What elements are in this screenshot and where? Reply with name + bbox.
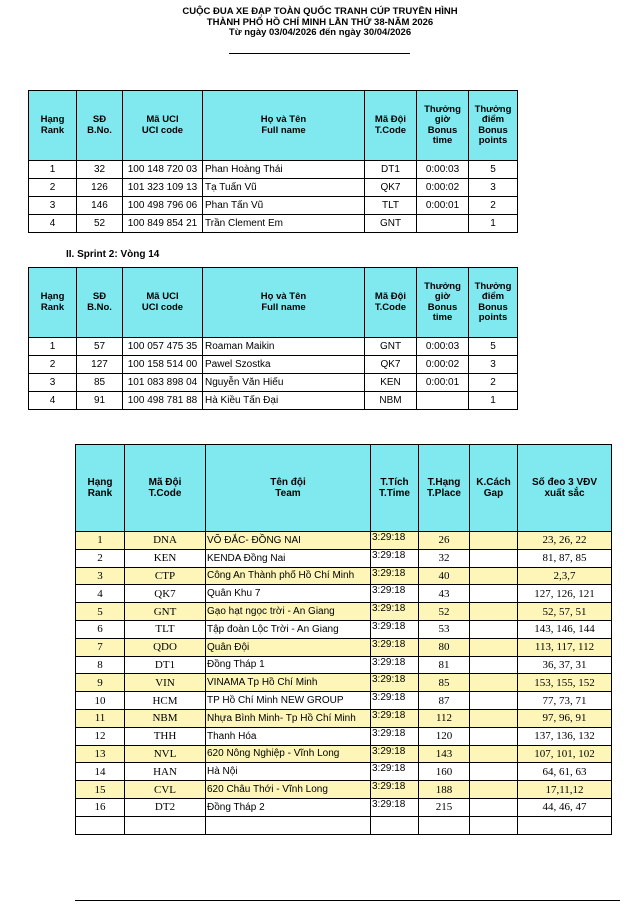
team-row (76, 798, 612, 816)
cell-tcode: GNT (365, 338, 417, 356)
cell-bno: 127 (77, 356, 123, 374)
team-row (76, 585, 612, 603)
cell-team: Công An Thành phố Hồ Chí Minh (206, 567, 371, 585)
cell-tcode: TLT (125, 620, 206, 638)
cell-rank: 1 (76, 532, 125, 550)
cell-team: 620 Nông Nghiệp - Vĩnh Long (206, 745, 371, 763)
cell-tcode: DNA (125, 532, 206, 550)
cell-gap (470, 781, 518, 799)
cell-best: 97, 96, 91 (518, 709, 612, 727)
team-body (76, 532, 612, 835)
header-rank (76, 445, 125, 532)
cell-tplace: 32 (419, 549, 470, 567)
cell-team: Nhựa Bình Minh- Tp Hồ Chí Minh (206, 709, 371, 727)
cell-ttime: 3:29:18 (371, 532, 419, 550)
header-gap (470, 445, 518, 532)
cell-tcode: TLT (365, 197, 417, 215)
header-line: Tên đội (270, 477, 306, 488)
cell-rank: 13 (76, 745, 125, 763)
cell-tplace: 188 (419, 781, 470, 799)
header-line: giờ (434, 291, 451, 302)
header-line: Rank (40, 124, 65, 136)
cell-best: 113, 117, 112 (518, 638, 612, 656)
cell-uci: 100 057 475 35 (123, 338, 203, 356)
cell-team: VINAMA Tp Hồ Chí Minh (206, 674, 371, 692)
header-bno (77, 268, 123, 338)
cell-rank: 5 (76, 603, 125, 621)
cell-gap (470, 585, 518, 603)
header-line: Bonus (478, 124, 508, 136)
cell-tcode: DT2 (125, 798, 206, 816)
header-line: Mã Đội (374, 291, 407, 302)
cell-bno: 32 (77, 161, 123, 179)
header-line: time (432, 135, 453, 146)
cell-btime: 0:00:03 (417, 161, 469, 179)
header-line: T.Place (427, 488, 461, 499)
team-table (75, 444, 612, 835)
cell-tcode: DT1 (125, 656, 206, 674)
cell-rank: 14 (76, 763, 125, 781)
header-line: Gap (483, 488, 504, 499)
cell-name: Phan Tấn Vũ (203, 197, 365, 215)
cell-team: KENDA Đồng Nai (206, 549, 371, 567)
empty-cell (518, 816, 612, 834)
cell-team: Quân Khu 7 (206, 585, 371, 603)
header-tcode (125, 445, 206, 532)
cell-btime: 0:00:02 (417, 179, 469, 197)
cell-rank: 2 (76, 549, 125, 567)
empty-cell (76, 816, 125, 834)
cell-bpoints: 2 (469, 374, 518, 392)
header-line: Full name (261, 301, 306, 313)
empty-cell (371, 816, 419, 834)
cell-ttime: 3:29:18 (371, 709, 419, 727)
cell-tcode: HCM (125, 692, 206, 710)
header-team (206, 445, 371, 532)
cell-btime: 0:00:01 (417, 374, 469, 392)
team-row (76, 549, 612, 567)
cell-uci: 101 083 898 04 (123, 374, 203, 392)
header-line: T.Hạng (427, 477, 461, 488)
cell-tcode: NBM (125, 709, 206, 727)
header-bpoints (469, 268, 518, 338)
cell-bpoints: 1 (469, 392, 518, 410)
team-row (76, 692, 612, 710)
cell-tplace: 143 (419, 745, 470, 763)
team-row (76, 656, 612, 674)
header-line: Hạng (40, 291, 65, 302)
team-row (76, 709, 612, 727)
cell-gap (470, 656, 518, 674)
cell-best: 137, 136, 132 (518, 727, 612, 745)
cell-rank: 3 (29, 197, 77, 215)
cell-ttime: 3:29:18 (371, 745, 419, 763)
cell-tcode: KEN (125, 549, 206, 567)
cell-tcode: DT1 (365, 161, 417, 179)
cell-gap (470, 763, 518, 781)
cell-tplace: 81 (419, 656, 470, 674)
cell-tcode: NBM (365, 392, 417, 410)
footer-divider (75, 900, 620, 901)
cell-tcode: QDO (125, 638, 206, 656)
cell-tplace: 120 (419, 727, 470, 745)
sprint1-table (28, 90, 518, 233)
cell-best: 23, 26, 22 (518, 532, 612, 550)
cell-ttime: 3:29:18 (371, 585, 419, 603)
table-row (29, 338, 518, 356)
table-row (29, 392, 518, 410)
header-uci (123, 268, 203, 338)
cell-rank: 9 (76, 674, 125, 692)
header-divider (229, 53, 410, 54)
header-line: Số đeo 3 VĐV (531, 477, 597, 488)
team-row (76, 745, 612, 763)
header-ttime (371, 445, 419, 532)
header-name (203, 268, 365, 338)
cell-tplace: 43 (419, 585, 470, 603)
cell-ttime: 3:29:18 (371, 727, 419, 745)
cell-tcode: QK7 (365, 356, 417, 374)
header-line: points (478, 312, 508, 323)
cell-tcode: VIN (125, 674, 206, 692)
header-line: T.Code (374, 124, 407, 136)
header-bno (77, 91, 123, 161)
header-line: Thưởng (424, 103, 461, 115)
cell-uci: 100 148 720 03 (123, 161, 203, 179)
race-dates: Từ ngày 03/04/2026 đến ngày 30/04/2026 (228, 27, 412, 38)
cell-tplace: 215 (419, 798, 470, 816)
cell-ttime: 3:29:18 (371, 567, 419, 585)
cell-gap (470, 532, 518, 550)
cell-gap (470, 603, 518, 621)
header-line: Họ và Tên (260, 291, 307, 302)
cell-rank: 12 (76, 727, 125, 745)
header-line: Bonus (478, 301, 508, 313)
cell-bpoints: 1 (469, 215, 518, 233)
cell-best: 143, 146, 144 (518, 620, 612, 638)
header-rank (29, 268, 77, 338)
table-row (29, 179, 518, 197)
cell-ttime: 3:29:18 (371, 549, 419, 567)
cell-tcode: KEN (365, 374, 417, 392)
cell-rank: 15 (76, 781, 125, 799)
cell-rank: 7 (76, 638, 125, 656)
header-line: Mã UCI (146, 291, 179, 302)
header-rank (29, 91, 77, 161)
table-row (29, 215, 518, 233)
cell-gap (470, 638, 518, 656)
team-header-row (76, 445, 612, 532)
cell-rank: 4 (29, 215, 77, 233)
table-row (29, 356, 518, 374)
cell-btime: 0:00:02 (417, 356, 469, 374)
cell-btime: 0:00:03 (417, 338, 469, 356)
cell-team: TP Hồ Chí Minh NEW GROUP (206, 692, 371, 710)
empty-cell (125, 816, 206, 834)
header-line: B.No. (87, 301, 112, 313)
header-line: Rank (40, 301, 65, 313)
cell-bpoints: 5 (469, 338, 518, 356)
header-best (518, 445, 612, 532)
cell-tplace: 53 (419, 620, 470, 638)
cell-best: 64, 61, 63 (518, 763, 612, 781)
header-line: UCI code (141, 301, 184, 313)
cell-gap (470, 727, 518, 745)
header-line: Hạng (87, 477, 113, 488)
cell-team: Đồng Tháp 2 (206, 798, 371, 816)
sprint2-header-row (29, 268, 518, 338)
cell-gap (470, 620, 518, 638)
cell-uci: 100 498 796 06 (123, 197, 203, 215)
cell-name: Phan Hoàng Thái (203, 161, 365, 179)
header-line: UCI code (141, 124, 184, 136)
cell-best: 153, 155, 152 (518, 674, 612, 692)
sprint2-title: II. Sprint 2: Vòng 14 (66, 249, 160, 260)
cell-rank: 16 (76, 798, 125, 816)
header-line: Bonus (427, 124, 458, 136)
sprint1-header-row (29, 91, 518, 161)
team-row (76, 638, 612, 656)
header-line: Thưởng (474, 280, 512, 292)
header-line: B.No. (87, 124, 112, 136)
header-line: giờ (434, 114, 451, 125)
cell-gap (470, 709, 518, 727)
cell-tplace: 87 (419, 692, 470, 710)
cell-bno: 57 (77, 338, 123, 356)
team-row (76, 620, 612, 638)
cell-uci: 100 158 514 00 (123, 356, 203, 374)
cell-best: 52, 57, 51 (518, 603, 612, 621)
cell-name: Roaman Maikin (203, 338, 365, 356)
cell-name: Pawel Szostka (203, 356, 365, 374)
header-line: K.Cách (476, 477, 511, 488)
cell-rank: 3 (76, 567, 125, 585)
header-uci (123, 91, 203, 161)
team-row (76, 727, 612, 745)
cell-gap (470, 674, 518, 692)
team-row (76, 603, 612, 621)
cell-bpoints: 2 (469, 197, 518, 215)
cell-ttime: 3:29:18 (371, 638, 419, 656)
cell-bno: 85 (77, 374, 123, 392)
header-line: Họ và Tên (260, 114, 307, 125)
cell-team: 620 Châu Thới - Vĩnh Long (206, 781, 371, 799)
team-row (76, 532, 612, 550)
race-title: CUỘC ĐUA XE ĐẠP TOÀN QUỐC TRANH CÚP TRUYỀN HÌNH (182, 6, 458, 17)
cell-ttime: 3:29:18 (371, 656, 419, 674)
cell-tplace: 85 (419, 674, 470, 692)
header-name (203, 91, 365, 161)
cell-rank: 1 (29, 338, 77, 356)
cell-tcode: GNT (365, 215, 417, 233)
header-line: Mã UCI (146, 114, 179, 125)
cell-ttime: 3:29:18 (371, 798, 419, 816)
sprint1-body (29, 161, 518, 233)
cell-rank: 4 (29, 392, 77, 410)
cell-team: Tập đoàn Lộc Trời - An Giang (206, 620, 371, 638)
cell-gap (470, 567, 518, 585)
cell-best: 44, 46, 47 (518, 798, 612, 816)
cell-bpoints: 5 (469, 161, 518, 179)
cell-rank: 2 (29, 179, 77, 197)
cell-gap (470, 692, 518, 710)
header-line: T.Code (374, 301, 407, 313)
table-row (29, 161, 518, 179)
header-line: T.Time (379, 488, 410, 499)
cell-rank: 4 (76, 585, 125, 603)
cell-bno: 126 (77, 179, 123, 197)
cell-btime: 0:00:01 (417, 197, 469, 215)
document-header (0, 7, 640, 39)
header-btime (417, 268, 469, 338)
header-bpoints (469, 91, 518, 161)
cell-team: Gạo hạt ngọc trời - An Giang (206, 603, 371, 621)
cell-tplace: 112 (419, 709, 470, 727)
header-line: Mã Đội (148, 477, 182, 488)
sprint2-body (29, 338, 518, 410)
cell-bno: 91 (77, 392, 123, 410)
header-line: Bonus (427, 301, 458, 313)
cell-uci: 101 323 109 13 (123, 179, 203, 197)
header-line: Thưởng (424, 280, 461, 292)
race-subtitle: THÀNH PHỐ HỒ CHÍ MINH LẦN THỨ 38-NĂM 2026 (206, 16, 434, 28)
cell-tplace: 52 (419, 603, 470, 621)
cell-tcode: QK7 (365, 179, 417, 197)
team-row (76, 763, 612, 781)
cell-name: Trần Clement Em (203, 215, 365, 233)
cell-rank: 10 (76, 692, 125, 710)
cell-gap (470, 745, 518, 763)
header-line: points (478, 135, 508, 146)
cell-name: Hà Kiều Tấn Đại (203, 392, 365, 410)
header-line: Mã Đội (374, 114, 407, 125)
header-line: Team (275, 488, 301, 499)
cell-rank: 3 (29, 374, 77, 392)
team-row (76, 567, 612, 585)
cell-bno: 52 (77, 215, 123, 233)
cell-tplace: 40 (419, 567, 470, 585)
cell-tplace: 160 (419, 763, 470, 781)
cell-best: 127, 126, 121 (518, 585, 612, 603)
empty-cell (419, 816, 470, 834)
sprint2-table (28, 267, 518, 410)
cell-uci: 100 849 854 21 (123, 215, 203, 233)
cell-ttime: 3:29:18 (371, 781, 419, 799)
team-row (76, 674, 612, 692)
cell-gap (470, 798, 518, 816)
cell-uci: 100 498 781 88 (123, 392, 203, 410)
cell-ttime: 3:29:18 (371, 692, 419, 710)
cell-rank: 6 (76, 620, 125, 638)
cell-ttime: 3:29:18 (371, 674, 419, 692)
cell-tplace: 80 (419, 638, 470, 656)
header-line: time (432, 312, 453, 323)
header-line: điểm (481, 114, 505, 125)
cell-rank: 2 (29, 356, 77, 374)
cell-name: Tạ Tuấn Vũ (203, 179, 365, 197)
cell-team: Đồng Tháp 1 (206, 656, 371, 674)
cell-tcode: GNT (125, 603, 206, 621)
table-row (29, 374, 518, 392)
header-tcode (365, 91, 417, 161)
cell-bpoints: 3 (469, 179, 518, 197)
cell-btime (417, 215, 469, 233)
header-line: SĐ (92, 114, 107, 125)
table-row (29, 197, 518, 215)
cell-best: 17,11,12 (518, 781, 612, 799)
header-tplace (419, 445, 470, 532)
cell-best: 77, 73, 71 (518, 692, 612, 710)
cell-btime (417, 392, 469, 410)
empty-row (76, 816, 612, 834)
cell-team: Quân Đội (206, 638, 371, 656)
cell-bpoints: 3 (469, 356, 518, 374)
cell-best: 2,3,7 (518, 567, 612, 585)
cell-bno: 146 (77, 197, 123, 215)
cell-rank: 11 (76, 709, 125, 727)
cell-rank: 1 (29, 161, 77, 179)
cell-tcode: CVL (125, 781, 206, 799)
header-tcode (365, 268, 417, 338)
cell-tcode: THH (125, 727, 206, 745)
header-line: Hạng (40, 114, 65, 125)
cell-tcode: NVL (125, 745, 206, 763)
cell-ttime: 3:29:18 (371, 763, 419, 781)
cell-gap (470, 549, 518, 567)
header-line: Thưởng (474, 103, 512, 115)
cell-tcode: CTP (125, 567, 206, 585)
cell-tcode: QK7 (125, 585, 206, 603)
cell-best: 81, 87, 85 (518, 549, 612, 567)
cell-best: 107, 101, 102 (518, 745, 612, 763)
cell-ttime: 3:29:18 (371, 620, 419, 638)
cell-team: VÕ ĐẮC- ĐỒNG NAI (206, 532, 371, 550)
header-line: Full name (261, 124, 306, 136)
cell-tcode: HAN (125, 763, 206, 781)
team-row (76, 781, 612, 799)
cell-rank: 8 (76, 656, 125, 674)
header-btime (417, 91, 469, 161)
cell-ttime: 3:29:18 (371, 603, 419, 621)
cell-team: Hà Nội (206, 763, 371, 781)
header-line: Rank (87, 488, 113, 499)
cell-team: Thanh Hóa (206, 727, 371, 745)
header-line: điểm (481, 291, 505, 302)
header-line: SĐ (92, 291, 107, 302)
empty-cell (206, 816, 371, 834)
header-line: T.Tích (380, 477, 409, 488)
cell-best: 36, 37, 31 (518, 656, 612, 674)
empty-cell (470, 816, 518, 834)
header-line: T.Code (148, 488, 182, 499)
cell-tplace: 26 (419, 532, 470, 550)
header-line: xuất sắc (544, 488, 585, 499)
cell-name: Nguyễn Văn Hiếu (203, 374, 365, 392)
